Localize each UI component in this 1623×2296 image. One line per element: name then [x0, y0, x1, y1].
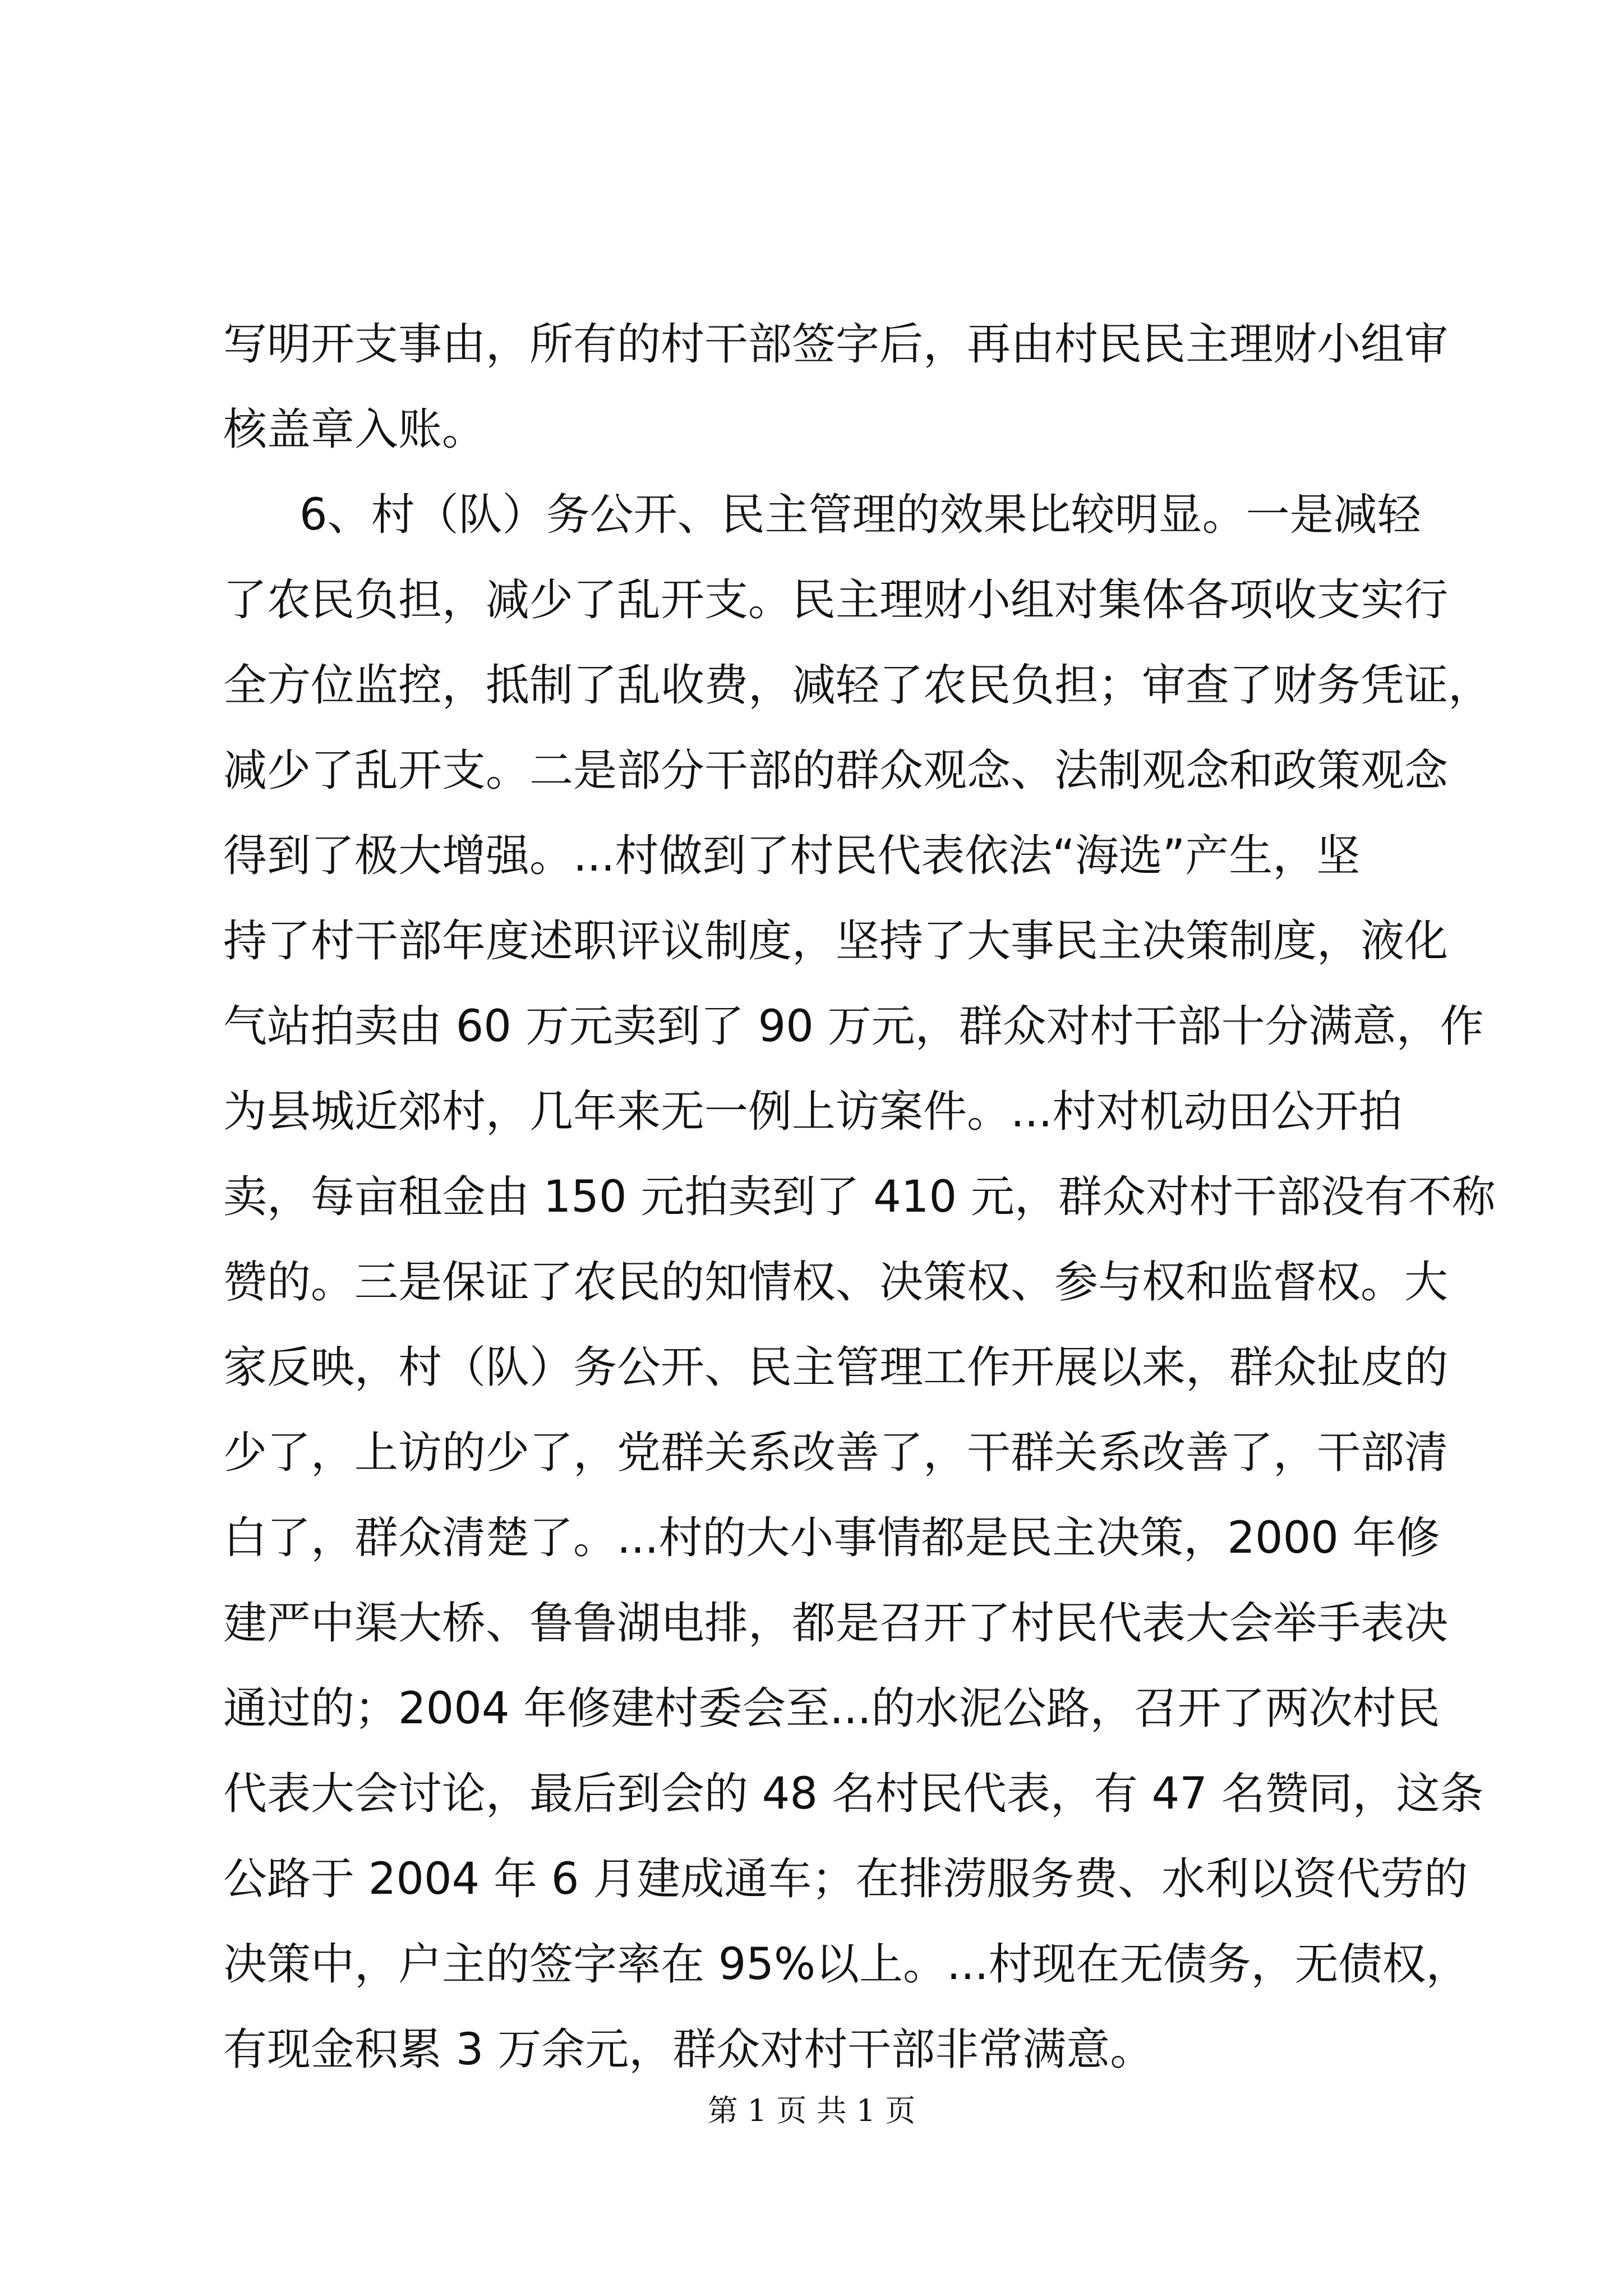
text-line: 减少了乱开支。二是部分干部的群众观念、法制观念和政策观念 — [223, 746, 1449, 796]
paragraph-start-line: 6、村（队）务公开、民主管理的效果比较明显。一是减轻 — [299, 490, 1421, 540]
text-line: 写明开支事由，所有的村干部签字后，再由村民民主理财小组审 — [223, 319, 1449, 370]
text-line: 建严中渠大桥、鲁鲁湖电排，都是召开了村民代表大会举手表决 — [223, 1598, 1449, 1649]
text-line: 为县城近郊村，几年来无一例上访案件。...村对机动田公开拍 — [223, 1087, 1403, 1137]
text-line: 核盖章入账。 — [223, 404, 486, 455]
document-body — [223, 302, 1496, 2092]
text-line: 卖，每亩租金由 150 元拍卖到了 410 元，群众对村干部没有不称 — [223, 1172, 1496, 1222]
text-line: 白了，群众清楚了。...村的大小事情都是民主决策，2000 年修 — [223, 1513, 1440, 1563]
page-number: 第 1 页 共 1 页 — [707, 2093, 916, 2128]
text-line: 通过的；2004 年修建村委会至...的水泥公路，召开了两次村民 — [223, 1683, 1440, 1734]
text-line: 决策中，户主的签字率在 95%以上。...村现在无债务，无债权， — [223, 1939, 1470, 1990]
text-line: 代表大会讨论，最后到会的 48 名村民代表，有 47 名赞同，这条 — [223, 1769, 1484, 1819]
text-line: 持了村干部年度述职评议制度，坚持了大事民主决策制度，液化 — [223, 916, 1449, 967]
text-line: 有现金积累 3 万余元，群众对村干部非常满意。 — [223, 2024, 1154, 2075]
text-line: 了农民负担，减少了乱开支。民主理财小组对集体各项收支实行 — [223, 575, 1449, 625]
text-line: 公路于 2004 年 6 月建成通车；在排涝服务费、水利以资代劳的 — [223, 1854, 1468, 1904]
text-line: 气站拍卖由 60 万元卖到了 90 万元，群众对村干部十分满意，作 — [223, 1001, 1484, 1052]
text-line: 全方位监控，抵制了乱收费，减轻了农民负担；审查了财务凭证， — [223, 660, 1492, 711]
page-footer — [0, 2091, 1623, 2131]
text-line: 赞的。三是保证了农民的知情权、决策权、参与权和监督权。大 — [223, 1257, 1449, 1308]
text-line: 得到了极大增强。...村做到了村民代表依法“海选”产生，坚 — [223, 831, 1361, 881]
text-line: 家反映，村（队）务公开、民主管理工作开展以来，群众扯皮的 — [223, 1342, 1449, 1393]
text-line: 少了，上访的少了，党群关系改善了，干群关系改善了，干部清 — [223, 1428, 1449, 1478]
